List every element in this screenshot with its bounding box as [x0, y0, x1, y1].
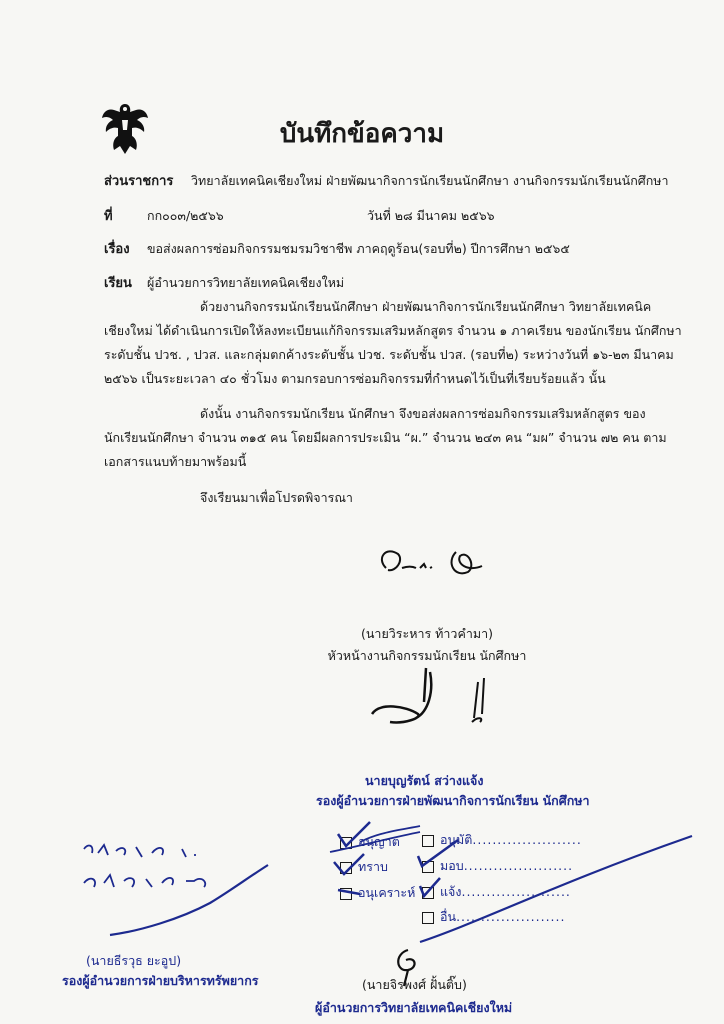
para2-line: ดังนั้น งานกิจกรรมนักเรียน นักศึกษา จึงขอส่งผลการซ่อมกิจกรรมเสริมหลักสูตร ของ [200, 406, 646, 421]
signer4-position: ผู้อำนวยการวิทยาลัยเทคนิคเชียงใหม่ [315, 1000, 513, 1015]
para1-line: ระดับชั้น ปวช. , ปวส. และกลุ่มตกค้างระดับชั้น ปวช. ระดับชั้น ปวส. (รอบที่๒) ระหว่างวันที่ ๑๖-๒๓ มีนาคม [104, 347, 674, 362]
option-support: อนุเคราะห์ [340, 883, 415, 903]
approval-pen-marks [320, 812, 700, 1002]
ref-label: ที่ [104, 209, 113, 224]
option-assign: มอบ...................... [422, 856, 573, 876]
signer4-name: (นายจิรพงศ์ ฝั้นติ๊บ) [362, 977, 467, 992]
signer2-position: รองผู้อำนวยการฝ่ายพัฒนากิจการนักเรียน นักศึกษา [316, 793, 590, 808]
option-approve: อนุมัติ...................... [422, 830, 582, 850]
signer1-name: (นายวิระหาร ท้าวคำมา) [361, 626, 493, 641]
signer3-name: (นายธีรวุธ ยะอูป) [86, 953, 182, 968]
closing-text: จึงเรียนมาเพื่อโปรดพิจารณา [200, 490, 353, 505]
option-other: อื่น...................... [422, 907, 565, 927]
ref-value: กก๐๐๓/๒๕๖๖ [147, 208, 224, 223]
signature-2 [360, 662, 500, 742]
option-notify: แจ้ง...................... [422, 882, 571, 902]
to-label: เรียน [104, 276, 132, 291]
subject-label: เรื่อง [104, 242, 130, 257]
handwritten-note [70, 835, 280, 965]
para2-line: เอกสารแนบท้ายมาพร้อมนี้ [104, 454, 247, 469]
date-value: วันที่ ๒๘ มีนาคม ๒๕๖๖ [367, 208, 495, 223]
option-approve-permit: อนุญาต [340, 832, 400, 852]
para1-line: ด้วยงานกิจกรรมนักเรียนนักศึกษา ฝ่ายพัฒนากิจการนักเรียนนักศึกษา วิทยาลัยเทคนิค [200, 299, 652, 314]
signer3-position: รองผู้อำนวยการฝ่ายบริหารทรัพยากร [62, 973, 259, 988]
signature-1 [372, 538, 502, 588]
para1-line: ๒๕๖๖ เป็นระยะเวลา ๔๐ ชั่วโมง ตามกรอบการซ่อมกิจกรรมที่กำหนดไว้เป็นที่เรียบร้อยแล้ว นั้น [104, 371, 606, 386]
para1-line: เชียงใหม่ ได้ดำเนินการเปิดให้ลงทะเบียนแก้กิจกรรมเสริมหลักสูตร จำนวน ๑ ภาคเรียน ของนักเรียน นักศึกษา [104, 323, 682, 338]
department-value: วิทยาลัยเทคนิคเชียงใหม่ ฝ่ายพัฒนากิจการนักเรียนนักศึกษา งานกิจกรรมนักเรียนนักศึกษา [191, 173, 669, 188]
department-label: ส่วนราชการ [104, 174, 174, 189]
to-value: ผู้อำนวยการวิทยาลัยเทคนิคเชียงใหม่ [147, 275, 345, 290]
page-title: บันทึกข้อความ [279, 119, 445, 149]
signer1-position: หัวหน้างานกิจกรรมนักเรียน นักศึกษา [327, 648, 527, 663]
signer2-name: นายบุญรัตน์ สว่างแจ้ง [365, 773, 484, 788]
subject-value: ขอส่งผลการซ่อมกิจกรรมชมรมวิชาชีพ ภาคฤดูร้อน(รอบที่๒) ปีการศึกษา ๒๕๖๕ [147, 241, 570, 256]
option-acknowledge: ทราบ [340, 857, 388, 877]
para2-line: นักเรียนนักศึกษา จำนวน ๓๑๕ คน โดยมีผลการประเมิน “ผ.” จำนวน ๒๔๓ คน “มผ” จำนวน ๗๒ คน ตาม [104, 430, 667, 445]
